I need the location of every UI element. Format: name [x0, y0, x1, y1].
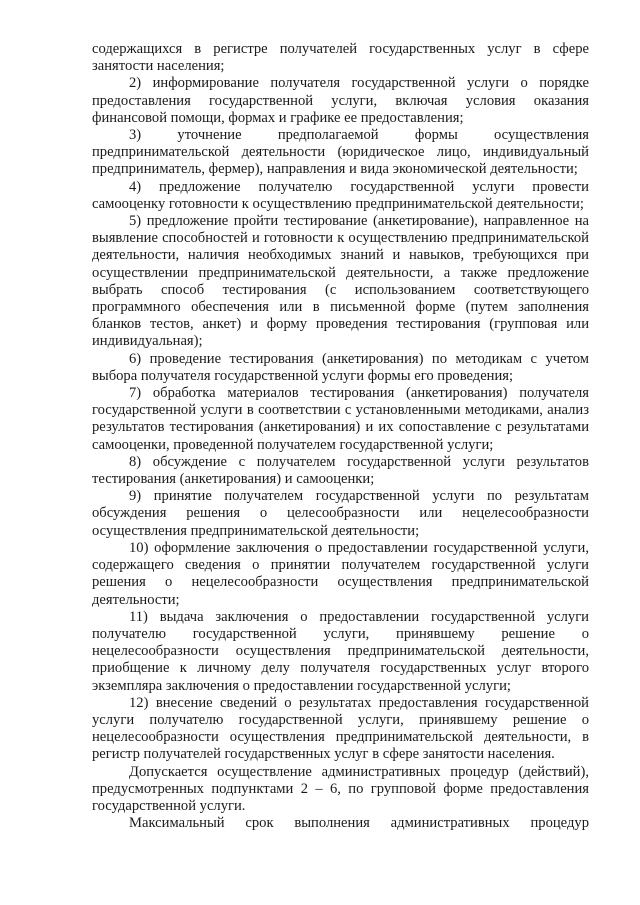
paragraph-item-6: 6) проведение тестирования (анкетирования) по методикам с учетом выбора получателя государственной услуги формы его проведения; [92, 350, 589, 384]
paragraph-item-10: 10) оформление заключения о предоставлении государственной услуги, содержащего сведения о принятии получателем государственной услуги решения о нецелесообразности осуществления предпринимательской деятельности; [92, 539, 589, 608]
paragraph-item-5: 5) предложение пройти тестирование (анкетирование), направленное на выявление способностей и готовности к осуществлению предпринимательской деятельности, наличия необходимых знаний и навыков, требующихся при осуществлении предпринимательской деятельности, а также предложение выбрать способ тестирования (с использованием соответствующего программного обеспечения или в письменной форме (путем заполнения бланков тестов, анкет) и форму проведения тестирования (групповая или индивидуальная); [92, 213, 589, 350]
document-body [92, 41, 589, 832]
paragraph-item-8: 8) обсуждение с получателем государственной услуги результатов тестирования (анкетирования) и самооценки; [92, 453, 589, 488]
paragraph-item-9: 9) принятие получателем государственной услуги по результатам обсуждения решения о целесообразности или нецелесообразности осуществления предпринимательской деятельности; [92, 488, 589, 539]
paragraph-max-term: Максимальный срок выполнения административных процедур [129, 815, 589, 832]
paragraph-item-4: 4) предложение получателю государственной услуги провести самооценку готовности к осуществлению предпринимательской деятельности; [92, 178, 589, 212]
paragraph-item-2: 2) информирование получателя государственной услуги о порядке предоставления государственной услуги, включая условия оказания финансовой помощи, формах и графике ее предоставления; [92, 75, 589, 126]
paragraph-continuation: содержащихся в регистре получателей государственных услуг в сфере занятости населения; [92, 41, 589, 75]
paragraph-group-form: Допускается осуществление административных процедур (действий), предусмотренных подпунктами 2 – 6, по групповой форме предоставления государственной услуги. [92, 763, 589, 814]
paragraph-item-11: 11) выдача заключения о предоставлении государственной услуги получателю государственной услуги, принявшему решение о нецелесообразности осуществления предпринимательской деятельности, приобщение к личному делу получателя государственных услуг второго экземпляра заключения о предоставлении государственной услуги; [92, 608, 589, 694]
paragraph-item-7: 7) обработка материалов тестирования (анкетирования) получателя государственной услуги в соответствии с установленными методиками, анализ результатов тестирования (анкетирования) и их сопоставление с результатами самооценки, проведенной получателем государственной услуги; [92, 385, 589, 453]
paragraph-item-3: 3) уточнение предполагаемой формы осуществления предпринимательской деятельности (юридическое лицо, индивидуальный предприниматель, фермер), направления и вида экономической деятельности; [92, 127, 589, 178]
paragraph-item-12: 12) внесение сведений о результатах предоставления государственной услуги получателю государственной услуги, принявшему решение о нецелесообразности осуществления предпринимательской деятельности, в регистр получателей государственных услуг в сфере занятости населения. [92, 694, 589, 763]
